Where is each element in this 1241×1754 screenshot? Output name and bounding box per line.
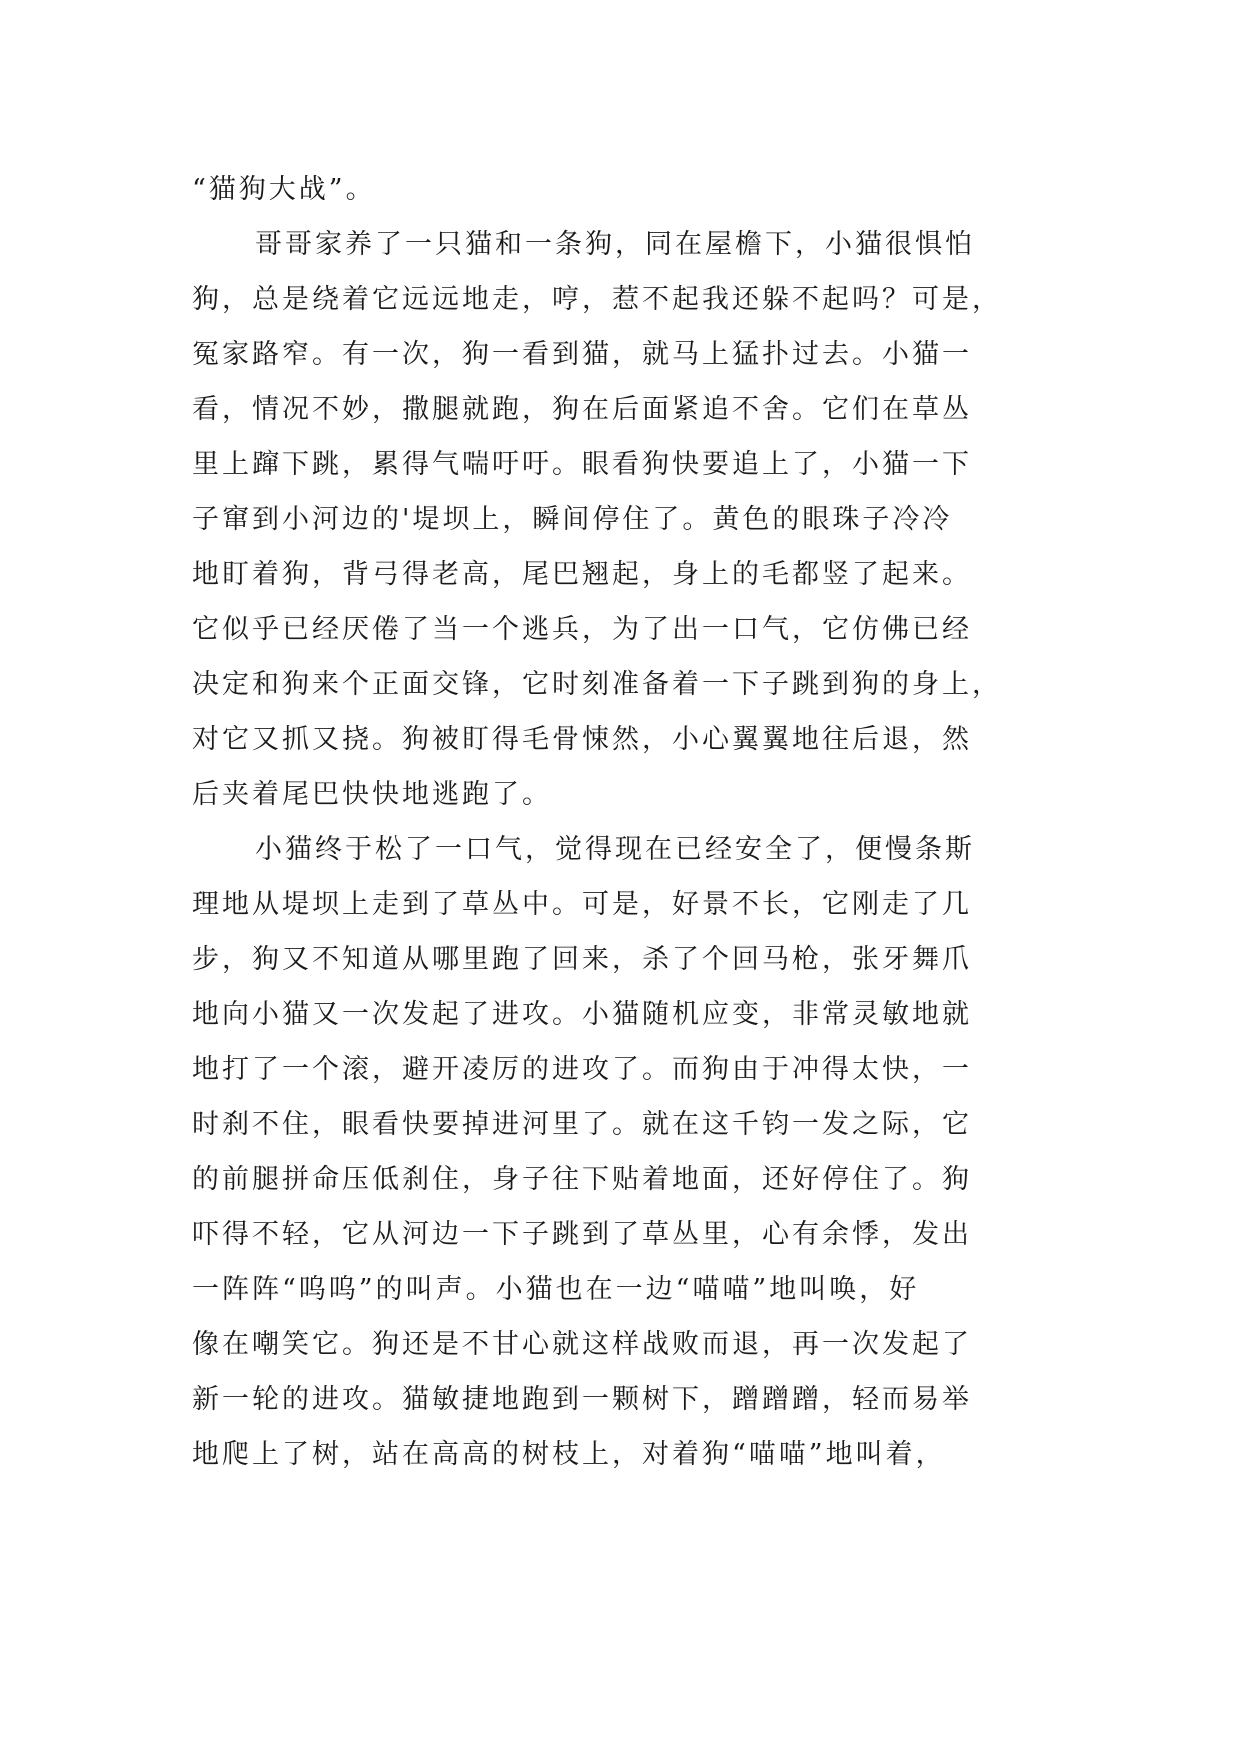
text-line: 地盯着狗，背弓得老高，尾巴翘起，身上的毛都竖了起来。 (192, 559, 972, 590)
text-line: 看，情况不妙，撒腿就跑，狗在后面紧追不舍。它们在草丛 (192, 394, 972, 425)
text-line: 地向小猫又一次发起了进攻。小猫随机应变，非常灵敏地就 (192, 999, 972, 1030)
paragraph-start-line: 小猫终于松了一口气，觉得现在已经安全了，便慢条斯 (255, 834, 975, 865)
text-line: 像在嘲笑它。狗还是不甘心就这样战败而退，再一次发起了 (192, 1329, 972, 1360)
text-line: 步，狗又不知道从哪里跑了回来，杀了个回马枪，张牙舞爪 (192, 944, 972, 975)
text-line: 里上蹿下跳，累得气喘吁吁。眼看狗快要追上了，小猫一下 (192, 449, 972, 480)
text-line: 理地从堤坝上走到了草丛中。可是，好景不长，它刚走了几 (192, 889, 972, 920)
text-line: “猫狗大战”。 (192, 174, 376, 205)
text-line: 对它又抓又挠。狗被盯得毛骨悚然，小心翼翼地往后退，然 (192, 724, 972, 755)
text-line: 一阵阵“呜呜”的叫声。小猫也在一边“喵喵”地叫唤，好 (192, 1274, 920, 1305)
text-line: 它似乎已经厌倦了当一个逃兵，为了出一口气，它仿佛已经 (192, 614, 972, 645)
text-line: 狗，总是绕着它远远地走，哼，惹不起我还躲不起吗？可是， (192, 284, 1002, 315)
text-line: 子窜到小河边的'堤坝上，瞬间停住了。黄色的眼珠子冷冷 (192, 504, 953, 535)
text-line: 冤家路窄。有一次，狗一看到猫，就马上猛扑过去。小猫一 (192, 339, 972, 370)
paragraph-start-line: 哥哥家养了一只猫和一条狗，同在屋檐下，小猫很惧怕 (255, 229, 975, 260)
text-line: 后夹着尾巴快快地逃跑了。 (192, 779, 552, 810)
text-line: 时刹不住，眼看快要掉进河里了。就在这千钧一发之际，它 (192, 1109, 972, 1140)
text-line: 新一轮的进攻。猫敏捷地跑到一颗树下，蹭蹭蹭，轻而易举 (192, 1384, 972, 1415)
text-line: 地打了一个滚，避开凌厉的进攻了。而狗由于冲得太快，一 (192, 1054, 972, 1085)
text-line: 决定和狗来个正面交锋，它时刻准备着一下子跳到狗的身上， (192, 669, 1002, 700)
text-line: 吓得不轻，它从河边一下子跳到了草丛里，心有余悸，发出 (192, 1219, 972, 1250)
text-line: 地爬上了树，站在高高的树枝上，对着狗“喵喵”地叫着， (192, 1439, 946, 1470)
text-line: 的前腿拼命压低刹住，身子往下贴着地面，还好停住了。狗 (192, 1164, 972, 1195)
